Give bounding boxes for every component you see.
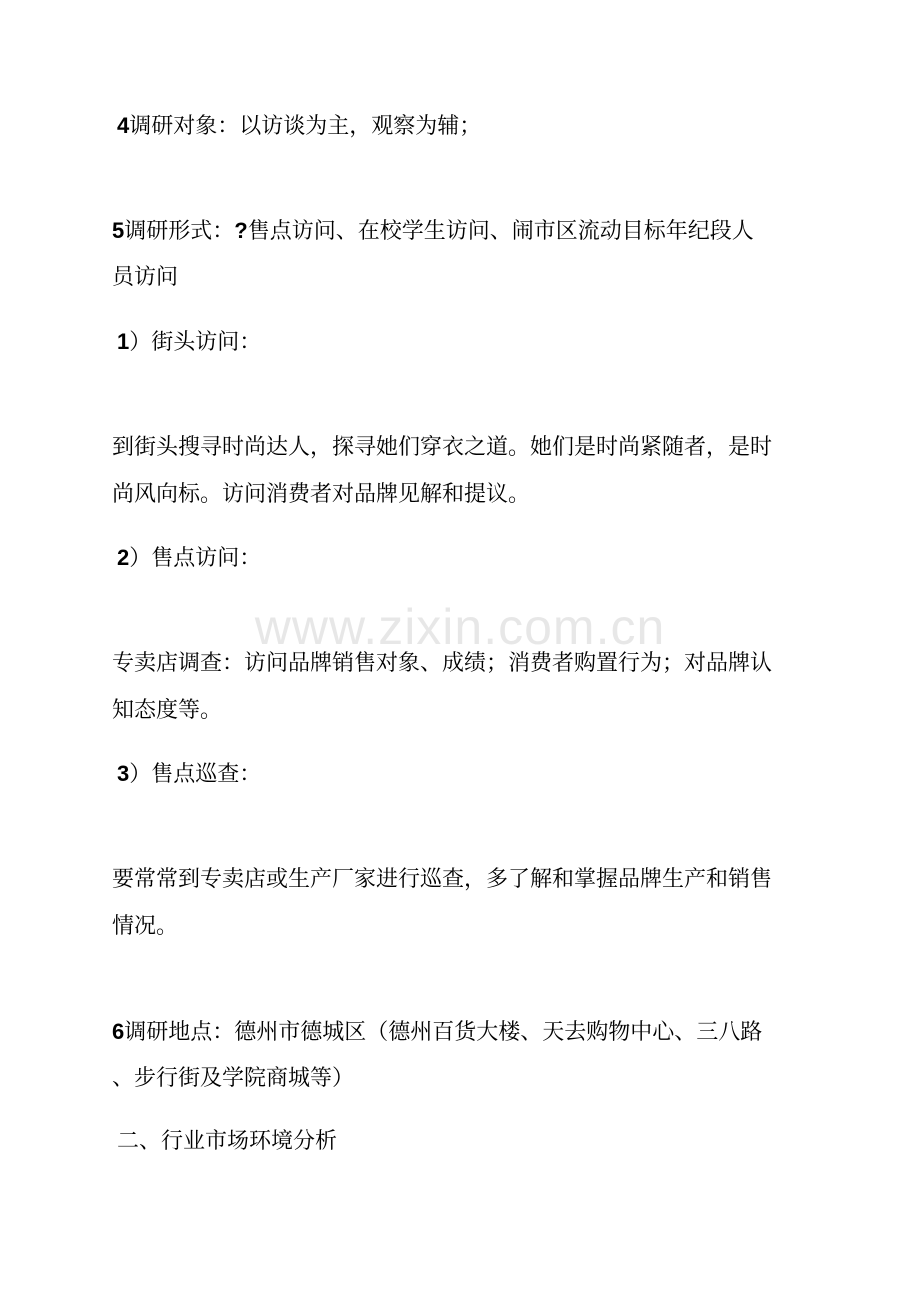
item-4-text: 调研对象：以访谈为主，观察为辅；	[129, 114, 482, 139]
sub-3-body-line-1: 要常常到专卖店或生产厂家进行巡查，多了解和掌握品牌生产和销售	[112, 867, 773, 892]
item-6-line-2: 、步行街及学院商城等）	[112, 1066, 355, 1091]
item-6-number: 6	[112, 1019, 125, 1044]
item-5-question-mark: ?	[234, 218, 248, 243]
sub-3-number: 3	[117, 761, 130, 786]
sub-2-label: ）售点访问：	[129, 546, 262, 571]
item-4-line	[117, 102, 817, 150]
sub-1-number: 1	[117, 329, 130, 354]
item-5-line-2: 员访问	[112, 265, 179, 290]
sub-3-label: ）售点巡查：	[129, 762, 262, 787]
sub-3-heading	[117, 750, 817, 798]
sub-1-body-line-2: 尚风向标。访问消费者对品牌见解和提议。	[112, 482, 531, 507]
item-5-text: 售点访问、在校学生访问、闹市区流动目标年纪段人	[247, 219, 754, 244]
item-5-line-1	[112, 207, 812, 255]
sub-2-number: 2	[117, 545, 130, 570]
sub-2-heading	[117, 534, 817, 582]
sub-2-body-line-1: 专卖店调查：访问品牌销售对象、成绩；消费者购置行为；对品牌认	[112, 651, 773, 676]
item-5-label: 调研形式：	[124, 219, 235, 244]
sub-1-label: ）街头访问：	[129, 330, 262, 355]
watermark: www.zixin.com.cn	[254, 599, 666, 655]
sub-3-body-line-2: 情况。	[112, 914, 179, 939]
sub-2-body-line-2: 知态度等。	[112, 698, 223, 723]
item-6-line-1	[112, 1008, 812, 1056]
item-5-number: 5	[112, 218, 125, 243]
sub-1-heading	[117, 318, 817, 366]
item-4-number: 4	[117, 113, 130, 138]
section-2-title: 二、行业市场环境分析	[117, 1129, 338, 1154]
sub-1-body-line-1: 到街头搜寻时尚达人，探寻她们穿衣之道。她们是时尚紧随者，是时	[112, 435, 773, 460]
item-6-text: 调研地点：德州市德城区（德州百货大楼、天去购物中心、三八路	[124, 1020, 763, 1045]
